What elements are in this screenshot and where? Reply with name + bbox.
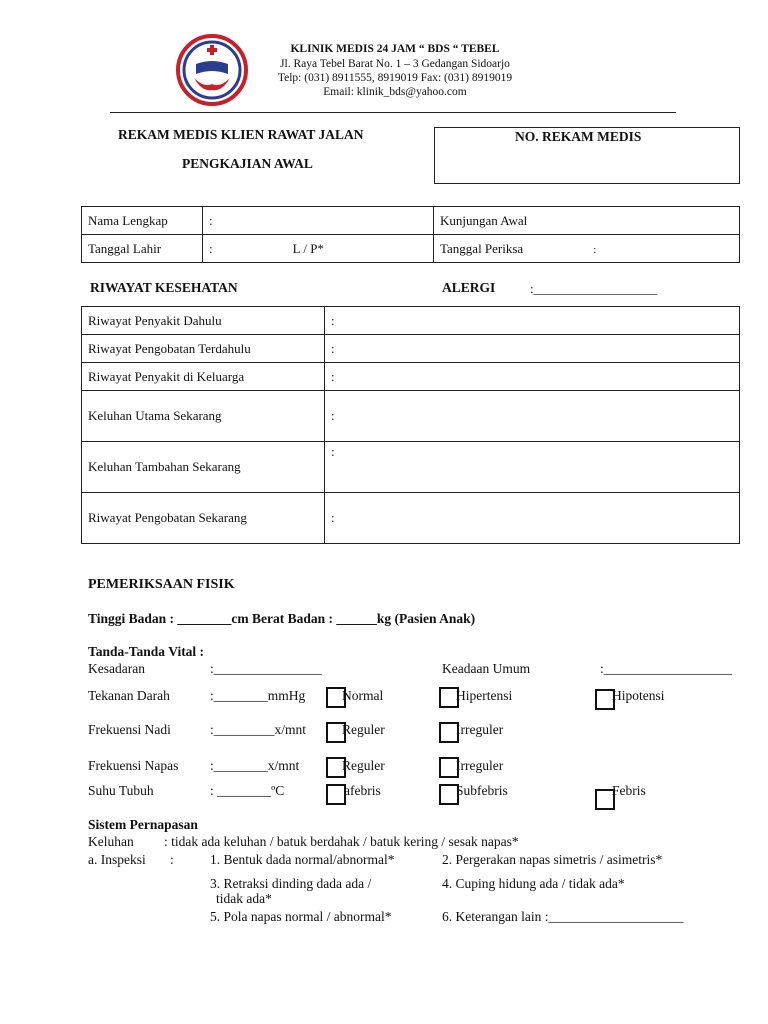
general-state-label: Keadaan Umum [442, 661, 531, 676]
resp-field[interactable]: :________x/mnt [210, 758, 300, 773]
inspection-item-3[interactable]: 3. Retraksi dinding dada ada / [210, 876, 372, 891]
record-number-box[interactable] [434, 127, 740, 184]
resp-regular-label: Reguler [342, 758, 385, 773]
history-row-label: Riwayat Pengobatan Sekarang [82, 493, 325, 544]
clinic-phone: Telp: (031) 8911555, 8919019 Fax: (031) 8919019 [277, 72, 513, 84]
form-title: REKAM MEDIS KLIEN RAWAT JALAN [118, 127, 364, 142]
pulse-label: Frekuensi Nadi [88, 722, 171, 737]
temp-field[interactable]: : ________ºC [210, 783, 285, 798]
inspection-item-5[interactable]: 5. Pola napas normal / abnormal* [210, 909, 392, 924]
inspection-item-3-cont[interactable]: tidak ada* [216, 891, 272, 906]
consciousness-field[interactable]: :________________ [210, 661, 322, 676]
inspection-item-6[interactable]: 6. Keterangan lain :____________________ [442, 909, 684, 924]
history-table [81, 306, 740, 544]
clinic-logo [176, 34, 248, 106]
history-row-field[interactable]: : [325, 493, 740, 544]
history-row-label: Riwayat Penyakit di Keluarga [82, 363, 325, 391]
temp-afebris-checkbox[interactable] [326, 784, 346, 805]
allergy-field[interactable]: :___________________ [530, 281, 658, 296]
inspection-label: a. Inspeksi [88, 852, 146, 867]
first-visit-label: Kunjungan Awal [434, 207, 740, 235]
inspection-colon: : [170, 852, 174, 867]
history-row-label: Keluhan Utama Sekarang [82, 391, 325, 442]
bp-field[interactable]: :________mmHg [210, 688, 306, 703]
clinic-email: Email: klinik_bds@yahoo.com [323, 86, 467, 98]
complaint-options[interactable]: : tidak ada keluhan / batuk berdahak / batuk kering / sesak napas* [164, 834, 519, 849]
history-row-field[interactable]: : [325, 442, 740, 493]
sex-choice[interactable]: L / P* [292, 240, 324, 256]
temp-subfebris-label: Subfebris [456, 783, 508, 798]
allergy-label: ALERGI [442, 280, 496, 295]
inspection-item-4[interactable]: 4. Cuping hidung ada / tidak ada* [442, 876, 625, 891]
birth-field[interactable]: : L / P* [203, 235, 434, 263]
history-row-field[interactable]: : [325, 363, 740, 391]
exam-date-field[interactable]: Tanggal Periksa : [434, 235, 740, 263]
bp-normal-label: Normal [342, 688, 384, 703]
record-number-label: NO. REKAM MEDIS [515, 129, 642, 144]
pulse-regular-label: Reguler [342, 722, 385, 737]
form-subtitle: PENGKAJIAN AWAL [182, 156, 313, 171]
birth-label: Tanggal Lahir [82, 235, 203, 263]
resp-label: Frekuensi Napas [88, 758, 179, 773]
history-row-label: Keluhan Tambahan Sekarang [82, 442, 325, 493]
header-divider [110, 112, 676, 113]
name-field[interactable]: : [203, 207, 434, 235]
general-state-field[interactable]: :___________________ [600, 661, 733, 676]
pulse-irregular-label: Irreguler [456, 722, 504, 737]
history-heading: RIWAYAT KESEHATAN [90, 280, 238, 295]
history-row-label: Riwayat Penyakit Dahulu [82, 307, 325, 335]
physical-heading: PEMERIKSAAN FISIK [88, 577, 235, 592]
bp-hypotension-label: Hipotensi [612, 688, 665, 703]
resp-irregular-label: Irreguler [456, 758, 504, 773]
respiratory-heading: Sistem Pernapasan [88, 817, 198, 832]
history-row-field[interactable]: : [325, 391, 740, 442]
bp-hypertension-label: Hipertensi [456, 688, 513, 703]
clinic-address: Jl. Raya Tebel Barat No. 1 – 3 Gedangan Sidoarjo [280, 58, 510, 70]
complaint-label: Keluhan [88, 834, 134, 849]
temp-afebris-label: afebris [344, 783, 381, 798]
history-row-label: Riwayat Pengobatan Terdahulu [82, 335, 325, 363]
clinic-name: KLINIK MEDIS 24 JAM “ BDS “ TEBEL [290, 43, 500, 55]
bp-label: Tekanan Darah [88, 688, 170, 703]
vitals-heading: Tanda-Tanda Vital : [88, 644, 205, 659]
temp-label: Suhu Tubuh [88, 783, 154, 798]
inspection-item-1[interactable]: 1. Bentuk dada normal/abnormal* [210, 852, 395, 867]
consciousness-label: Kesadaran [88, 661, 145, 676]
temp-febris-label: Febris [612, 783, 646, 798]
history-row-field[interactable]: : [325, 335, 740, 363]
inspection-item-2[interactable]: 2. Pergerakan napas simetris / asimetris* [442, 852, 663, 867]
identity-table [81, 206, 740, 263]
history-row-field[interactable]: : [325, 307, 740, 335]
height-weight-line[interactable]: Tinggi Badan : ________cm Berat Badan : ______kg (Pasien Anak) [88, 611, 476, 626]
name-label: Nama Lengkap [82, 207, 203, 235]
pulse-field[interactable]: :_________x/mnt [210, 722, 307, 737]
